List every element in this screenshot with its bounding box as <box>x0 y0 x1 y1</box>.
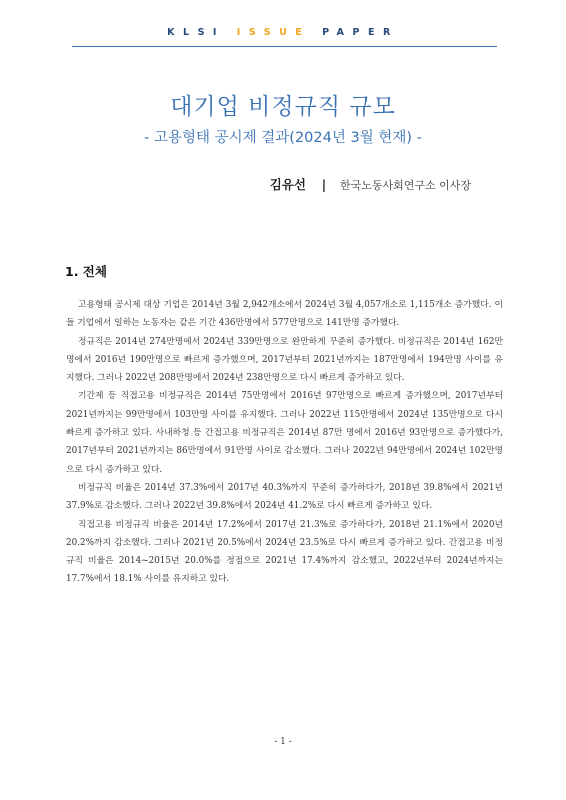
author-separator: | <box>321 178 327 192</box>
brand-issue: ISSUE <box>236 27 311 38</box>
document-subtitle: - 고용형태 공시제 결과(2024년 3월 현재) - <box>144 130 422 146</box>
page-number: - 1 - <box>274 737 292 747</box>
section-heading: 1. 전체 <box>65 264 107 279</box>
paragraph-1: 고용형태 공시제 대상 기업은 2014년 3월 2,942개소에서 2024년 3월 4,057개소로 1,115개소 증가했다. 이들 기업에서 일하는 노동자는 같은 기간 436만명에서 577만명으로 141만명 증가했다. <box>66 300 503 329</box>
brand-paper: PAPER <box>322 27 399 38</box>
brand-klsi: KLSI <box>167 27 225 38</box>
header-divider <box>72 46 497 47</box>
document-title: 대기업 비정규직 규모 <box>170 94 396 120</box>
author-name: 김유선 <box>269 177 306 192</box>
paragraph-5: 직접고용 비정규직 비율은 2014년 17.2%에서 2017년 21.3%로 증가하다가, 2018년 21.1%에서 2020년 20.2%까지 감소했다. 그러나 2021년 20.5%에서 2024년 23.5%로 다시 빠르게 증가하고 있다. 간접고용 비정규직 비율은 2014~2015년 20.0%를 정점으로 2021년 17.4%까지 감소했고, 2022년부터 2024년까지는 17.7%에서 18.1% 사이를 유지하고 있다. <box>66 519 503 585</box>
author-role: 한국노동사회연구소 이사장 <box>339 179 471 192</box>
author-line <box>270 175 471 193</box>
header-brand <box>0 27 566 38</box>
body-text <box>66 296 503 589</box>
paragraph-4: 비정규직 비율은 2014년 37.3%에서 2017년 40.3%까지 꾸준히 증가하다가, 2018년 39.8%에서 2021년 37.9%로 감소했다. 그러나 2022년 39.8%에서 2024년 41.2%로 다시 빠르게 증가하고 있다. <box>66 482 503 512</box>
paragraph-2: 정규직은 2014년 274만명에서 2024년 339만명으로 완만하게 꾸준히 증가했다. 비정규직은 2014년 162만명에서 2016년 190만명으로 빠르게 증가했으며, 2017년부터 2021년까지는 187만명에서 194만명 사이를 유지했다. 그러나 2022년 208만명에서 2024년 238만명으로 다시 빠르게 증가하고 있다. <box>66 336 503 384</box>
paragraph-3: 기간제 등 직접고용 비정규직은 2014년 75만명에서 2016년 97만명으로 빠르게 증가했으며, 2017년부터 2021년까지는 99만명에서 103만명 사이를 유지했다. 그러나 2022년 115만명에서 2024년 135만명으로 다시 빠르게 증가하고 있다. 사내하청 등 간접고용 비정규직은 2014년 87만 명에서 2016년 93만명으로 증가했다가, 2017년부터 2021년까지는 86만명에서 91만명 사이로 감소했다. 그러나 2022년 94만명에서 2024년 102만명으로 다시 증가하고 있다. <box>66 391 503 475</box>
